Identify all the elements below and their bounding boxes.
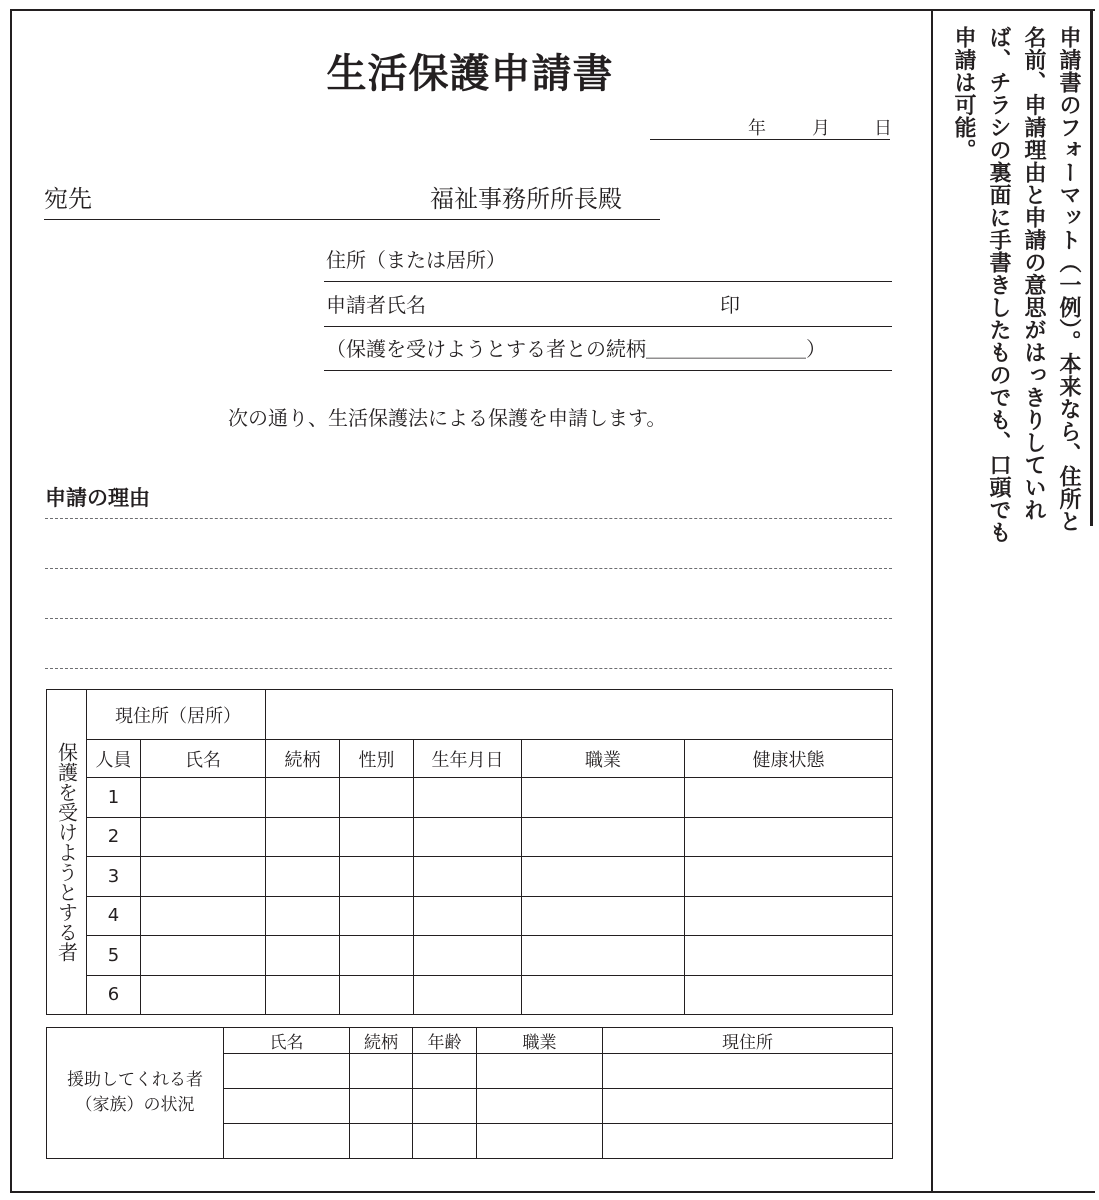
health-cell[interactable] (685, 778, 893, 818)
row-number: 1 (87, 778, 141, 818)
health-cell[interactable] (685, 817, 893, 857)
header-members: 人員 (87, 740, 141, 778)
helpers-table (46, 1027, 893, 1159)
helper-address-cell[interactable] (603, 1089, 893, 1124)
birthdate-cell[interactable] (414, 778, 522, 818)
date-line[interactable] (650, 114, 890, 140)
helper-name-cell[interactable] (224, 1124, 350, 1159)
helper-header-age: 年齢 (413, 1028, 477, 1054)
name-cell[interactable] (141, 778, 266, 818)
header-birthdate: 生年月日 (414, 740, 522, 778)
occupation-cell[interactable] (522, 778, 685, 818)
relation-cell[interactable] (266, 936, 340, 976)
gender-cell[interactable] (340, 936, 414, 976)
note-divider (931, 9, 933, 1193)
recipients-side-label: 保護を受けようとする者 (47, 690, 87, 1015)
reason-heading: 申請の理由 (45, 486, 150, 510)
helper-occupation-cell[interactable] (477, 1124, 603, 1159)
gender-cell[interactable] (340, 857, 414, 897)
helper-name-cell[interactable] (224, 1054, 350, 1089)
relation-cell[interactable] (266, 778, 340, 818)
helper-header-address: 現住所 (603, 1028, 893, 1054)
applicant-name-label: 申請者氏名 (326, 293, 426, 317)
name-cell[interactable] (141, 896, 266, 936)
row-number: 5 (87, 936, 141, 976)
gender-cell[interactable] (340, 975, 414, 1015)
occupation-cell[interactable] (522, 857, 685, 897)
helper-relation-cell[interactable] (350, 1089, 413, 1124)
table-row (47, 896, 893, 936)
relation-cell[interactable] (266, 896, 340, 936)
occupation-cell[interactable] (522, 975, 685, 1015)
helper-address-cell[interactable] (603, 1054, 893, 1089)
relation-cell[interactable] (266, 975, 340, 1015)
health-cell[interactable] (685, 857, 893, 897)
table-row (47, 778, 893, 818)
birthdate-cell[interactable] (414, 896, 522, 936)
applicant-relation-field[interactable] (324, 327, 892, 371)
helper-occupation-cell[interactable] (477, 1089, 603, 1124)
birthdate-cell[interactable] (414, 975, 522, 1015)
gender-cell[interactable] (340, 896, 414, 936)
table-row (47, 975, 893, 1015)
table-row (47, 817, 893, 857)
reason-line[interactable] (45, 568, 892, 569)
applicant-address-field[interactable] (324, 238, 892, 282)
helper-age-cell[interactable] (413, 1124, 477, 1159)
name-cell[interactable] (141, 936, 266, 976)
name-cell[interactable] (141, 817, 266, 857)
reason-line[interactable] (45, 518, 892, 519)
addressee-label: 宛先 (44, 185, 92, 213)
recipients-table (46, 689, 893, 1015)
relation-cell[interactable] (266, 857, 340, 897)
helper-header-occupation: 職業 (477, 1028, 603, 1054)
table-row (47, 936, 893, 976)
side-note: 申請書のフォーマット（一例）。本来なら、住所と名前、申請理由と申請の意思がはっきりしていれば、チラシの裏面に手書きしたものでも、口頭でも申請は可能。 (951, 26, 1081, 544)
name-cell[interactable] (141, 975, 266, 1015)
helper-occupation-cell[interactable] (477, 1054, 603, 1089)
date-day-label: 日 (874, 118, 892, 139)
occupation-cell[interactable] (522, 936, 685, 976)
helper-address-cell[interactable] (603, 1124, 893, 1159)
current-address-cell[interactable] (266, 690, 893, 740)
helper-relation-cell[interactable] (350, 1054, 413, 1089)
helper-header-relation: 続柄 (350, 1028, 413, 1054)
reason-line[interactable] (45, 618, 892, 619)
current-address-label: 現住所（居所） (87, 690, 266, 740)
birthdate-cell[interactable] (414, 936, 522, 976)
applicant-address-label: 住所（または居所） (326, 248, 506, 272)
helper-relation-cell[interactable] (350, 1124, 413, 1159)
row-number: 3 (87, 857, 141, 897)
relation-cell[interactable] (266, 817, 340, 857)
helpers-label-line1: 援助してくれる者 (67, 1070, 203, 1090)
birthdate-cell[interactable] (414, 857, 522, 897)
health-cell[interactable] (685, 936, 893, 976)
helper-header-name: 氏名 (224, 1028, 350, 1054)
row-number: 2 (87, 817, 141, 857)
header-occupation: 職業 (522, 740, 685, 778)
note-bracket (1090, 9, 1093, 526)
addressee-line[interactable] (44, 177, 660, 220)
gender-cell[interactable] (340, 778, 414, 818)
name-cell[interactable] (141, 857, 266, 897)
health-cell[interactable] (685, 975, 893, 1015)
header-gender: 性別 (340, 740, 414, 778)
table-row (47, 857, 893, 897)
row-number: 6 (87, 975, 141, 1015)
helper-name-cell[interactable] (224, 1089, 350, 1124)
date-month-label: 月 (812, 118, 830, 139)
helpers-label-line2: （家族）の状況 (75, 1095, 195, 1115)
helpers-label (47, 1028, 224, 1159)
occupation-cell[interactable] (522, 817, 685, 857)
birthdate-cell[interactable] (414, 817, 522, 857)
reason-line[interactable] (45, 668, 892, 669)
addressee-office: 福祉事務所所長殿 (430, 185, 622, 213)
header-name: 氏名 (141, 740, 266, 778)
declaration-text: 次の通り、生活保護法による保護を申請します。 (228, 406, 667, 430)
applicant-name-field[interactable] (324, 283, 892, 327)
row-number: 4 (87, 896, 141, 936)
seal-label: 印 (720, 293, 740, 317)
health-cell[interactable] (685, 896, 893, 936)
gender-cell[interactable] (340, 817, 414, 857)
header-health: 健康状態 (685, 740, 893, 778)
helper-age-cell[interactable] (413, 1054, 477, 1089)
header-relation: 続柄 (266, 740, 340, 778)
helper-age-cell[interactable] (413, 1089, 477, 1124)
form-title: 生活保護申請書 (326, 51, 614, 97)
occupation-cell[interactable] (522, 896, 685, 936)
date-year-label: 年 (748, 118, 766, 139)
applicant-relation-label: （保護を受けようとする者との続柄＿＿＿＿＿＿＿＿） (326, 337, 826, 361)
